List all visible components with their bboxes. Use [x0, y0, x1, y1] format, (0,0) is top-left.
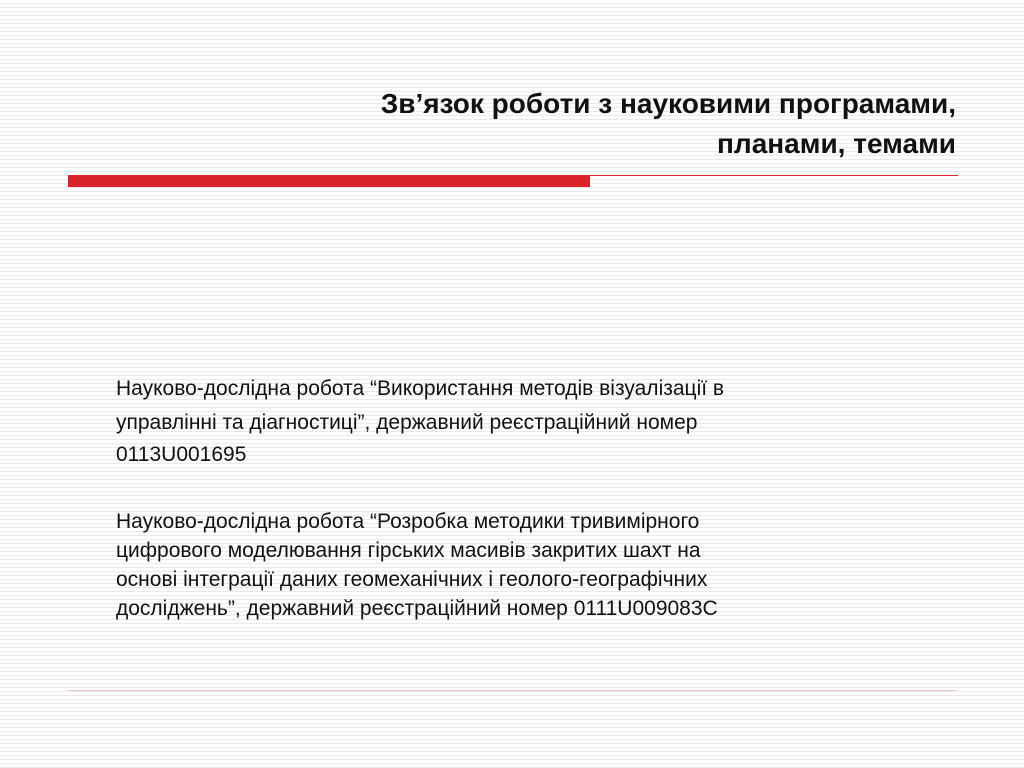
slide-title — [200, 84, 956, 164]
paragraph-1-line-2: управлінні та діагностиці”, державний реєстраційний номер — [116, 411, 698, 434]
research-paragraph-1 — [116, 372, 966, 470]
paragraph-1-line-1: Науково-дослідна робота “Використання методів візуалізації в — [116, 377, 725, 400]
paragraph-2-line-1: Науково-дослідна робота “Розробка методики тривимірного — [116, 510, 700, 533]
slide-body — [116, 372, 966, 623]
slide-title-line-1: Зв’язок роботи з науковими програмами, — [380, 88, 956, 119]
paragraph-2-line-3: основі інтеграції даних геомеханічних і геолого-географічних — [116, 568, 708, 591]
slide-title-line-2: планами, темами — [717, 128, 956, 159]
research-paragraph-2 — [116, 507, 966, 623]
paragraph-2-line-4: досліджень”, державний реєстраційний номер 0111U009083C — [116, 597, 718, 620]
paragraph-1-line-3: 0113U001695 — [116, 443, 247, 466]
footer-divider — [68, 690, 956, 691]
title-accent-line — [590, 175, 958, 176]
title-accent-bar — [68, 175, 590, 187]
paragraph-2-line-2: цифрового моделювання гірських масивів закритих шахт на — [116, 539, 701, 562]
